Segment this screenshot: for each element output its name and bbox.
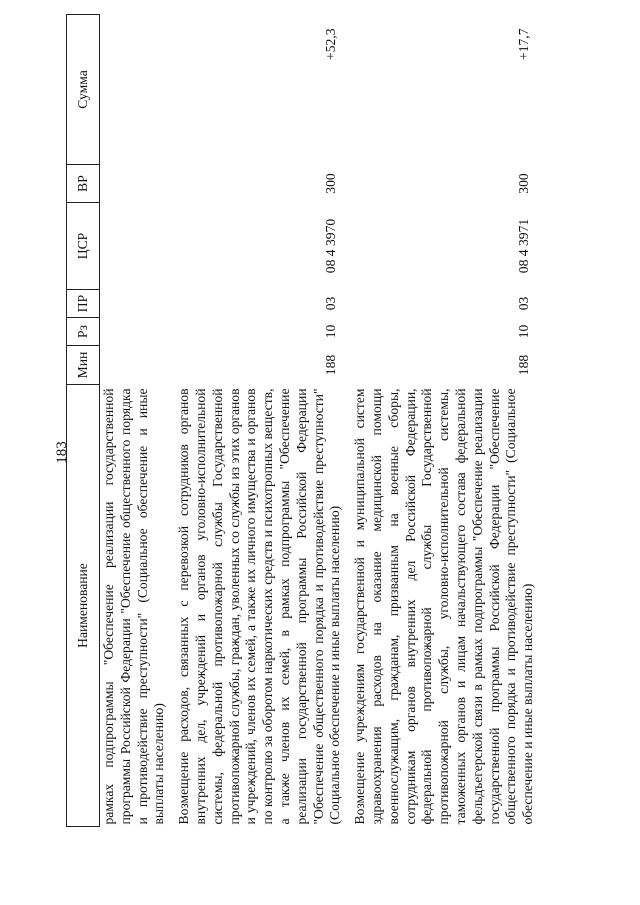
row-min: 188 <box>323 354 339 376</box>
header-pr: ПР <box>67 290 100 318</box>
table-header-row <box>67 15 100 827</box>
row-min: 188 <box>516 354 532 376</box>
header-vr: ВР <box>67 165 100 203</box>
row-csr: 08 4 3970 <box>323 218 339 274</box>
row-csr <box>100 203 175 290</box>
row-vr: 300 <box>516 173 532 194</box>
row-vr <box>100 165 175 203</box>
row-pr <box>100 290 175 318</box>
budget-table <box>66 14 543 827</box>
row-name: Возмещение расходов, связанных с перевозкой сотрудников органов внутренних дел, учреждений и органов уголовно-исполнительной системы, федеральной противопожарной службы Государственной противопожарной службы, граждан, уволенных со службы из этих органов и учреждений, членов их семей, а также их личного имущества и органов по контролю за оборотом наркотических средств и психотропных веществ, а также членов их семей, в рамках подпрограммы "Обеспечение реализации государственной программы Российской Федерации "Обеспечение общественного порядка и противодействие преступности" (Социальное обеспечение и иные выплаты населению) <box>176 388 343 825</box>
row-name: Возмещение учреждениям государственной и муниципальной систем здравоохранения расходов на оказание медицинской помощи военнослужащим, гражданам, призванным на военные сборы, сотрудникам органов внутренних дел Российской Федерации, федеральной противопожарной службы Государственной противопожарной службы, уголовно-исполнительной системы, таможенных органов и лицам начальствующего состава федеральной фельдъегерской связи в рамках подпрограммы "Обеспечение реализации государственной программы Российской Федерации "Обеспечение общественного порядка и противодействие преступности" (Социальное обеспечение и иные выплаты населению) <box>352 388 536 825</box>
table-row <box>174 15 350 827</box>
row-pr: 03 <box>323 296 339 311</box>
table-row <box>100 15 175 827</box>
row-sum: +52,3 <box>323 28 339 60</box>
row-vr: 300 <box>323 173 339 194</box>
row-min <box>100 346 175 385</box>
header-min: Мин <box>67 346 100 385</box>
row-name: рамках подпрограммы "Обеспечение реализации государственной программы Российской Федерации "Обеспечение общественного порядка и противодействие преступности" (Социальное обеспечение и иные выплаты населению) <box>101 388 167 825</box>
row-rz <box>100 318 175 346</box>
row-sum: +17,7 <box>516 28 532 60</box>
row-csr: 08 4 3971 <box>516 218 532 274</box>
header-name: Наименование <box>67 385 100 827</box>
header-sum: Сумма <box>67 15 100 165</box>
row-sum <box>100 15 175 165</box>
row-rz: 10 <box>323 324 339 339</box>
header-csr: ЦСР <box>67 203 100 290</box>
row-rz: 10 <box>516 324 532 339</box>
header-rz: Рз <box>67 318 100 346</box>
row-pr: 03 <box>516 296 532 311</box>
page-number: 183 <box>54 441 70 464</box>
table-row <box>350 15 543 827</box>
